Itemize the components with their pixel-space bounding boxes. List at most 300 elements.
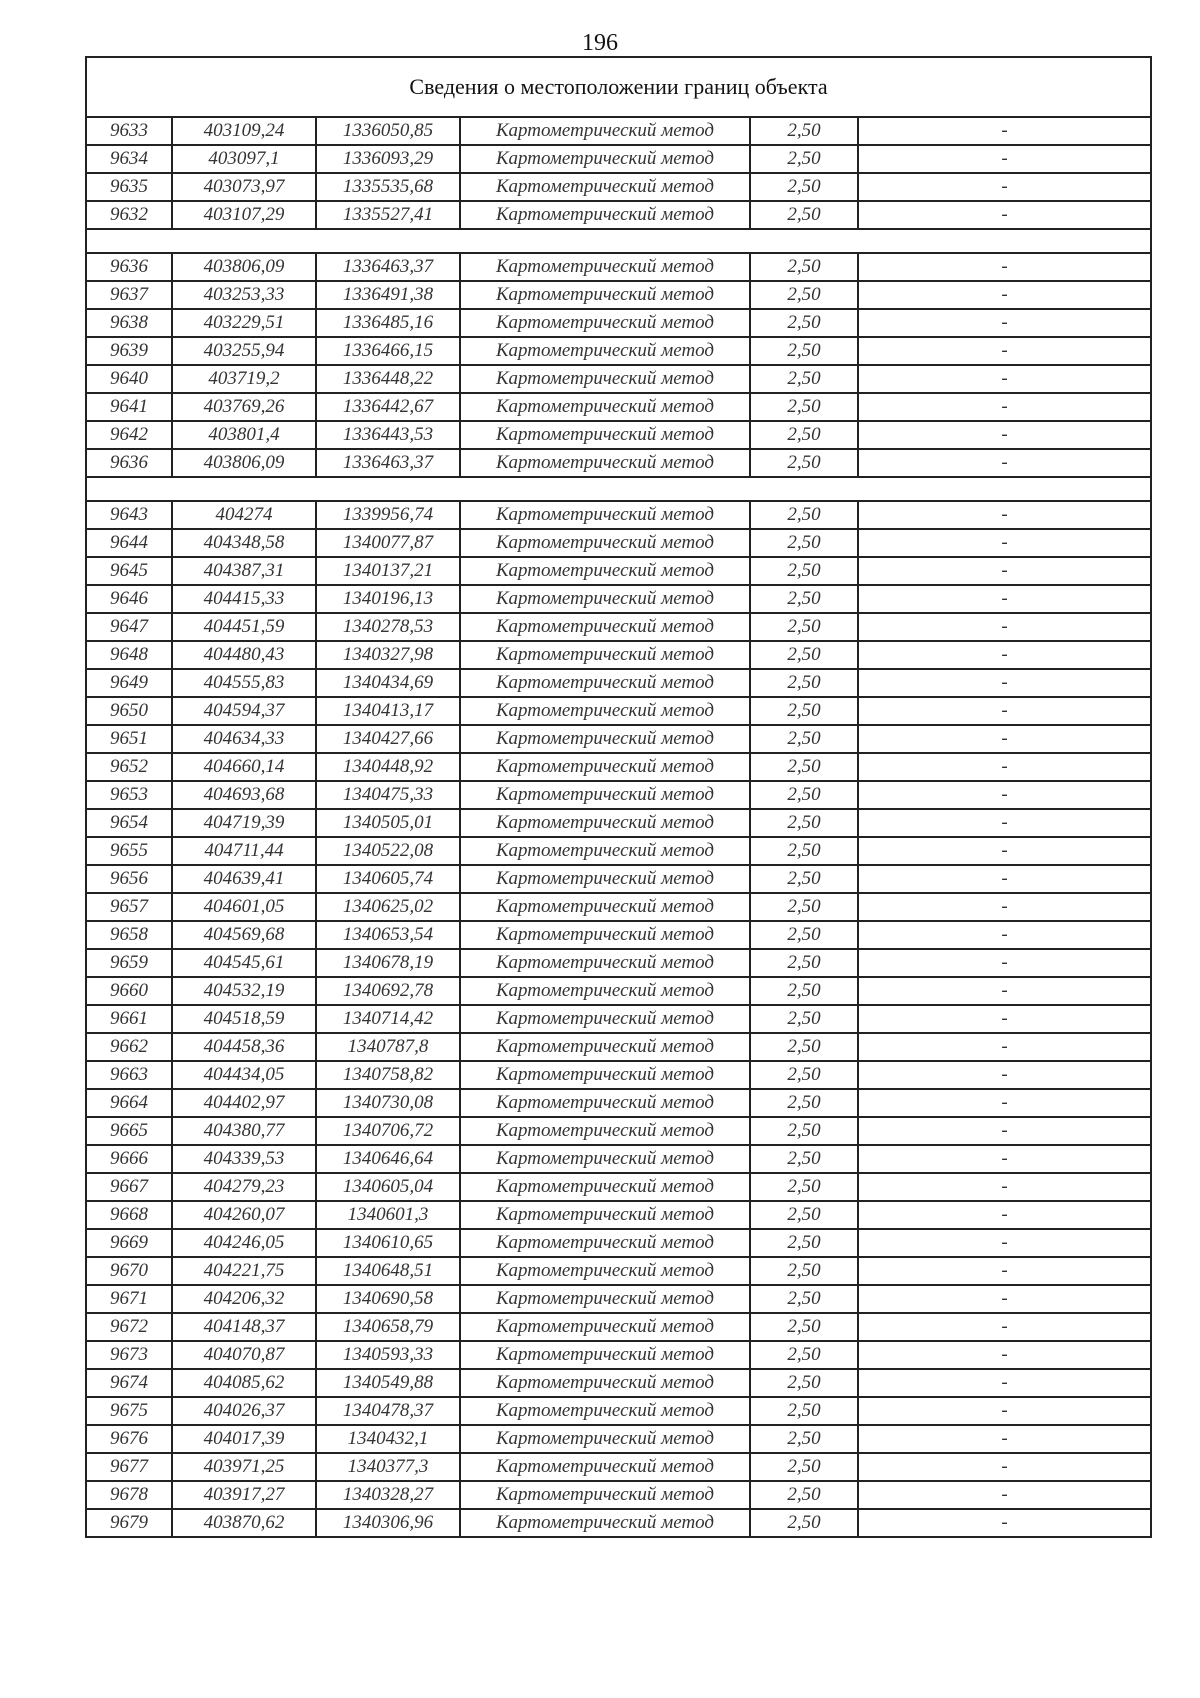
table-row [86,1033,1151,1061]
x-coordinate-cell: 404555,83 [172,669,316,697]
point-number-cell: 9636 [86,449,172,477]
description-cell: - [858,893,1151,921]
method-cell: Картометрический метод [460,753,750,781]
accuracy-cell: 2,50 [750,1509,858,1537]
description-cell: - [858,1173,1151,1201]
table-row [86,949,1151,977]
description-cell: - [858,253,1151,281]
table-row [86,117,1151,145]
point-number-cell: 9658 [86,921,172,949]
accuracy-cell: 2,50 [750,253,858,281]
point-number-cell: 9633 [86,117,172,145]
point-number-cell: 9672 [86,1313,172,1341]
method-cell: Картометрический метод [460,1173,750,1201]
accuracy-cell: 2,50 [750,1089,858,1117]
x-coordinate-cell: 404594,37 [172,697,316,725]
accuracy-cell: 2,50 [750,1313,858,1341]
x-coordinate-cell: 403229,51 [172,309,316,337]
method-cell: Картометрический метод [460,1509,750,1537]
group-separator-row [86,229,1151,253]
table-body [86,117,1151,1537]
table-row [86,1285,1151,1313]
description-cell: - [858,421,1151,449]
point-number-cell: 9677 [86,1453,172,1481]
y-coordinate-cell: 1340605,04 [316,1173,460,1201]
x-coordinate-cell: 404260,07 [172,1201,316,1229]
y-coordinate-cell: 1340692,78 [316,977,460,1005]
x-coordinate-cell: 404387,31 [172,557,316,585]
x-coordinate-cell: 403253,33 [172,281,316,309]
accuracy-cell: 2,50 [750,837,858,865]
y-coordinate-cell: 1340427,66 [316,725,460,753]
table-row [86,145,1151,173]
accuracy-cell: 2,50 [750,421,858,449]
description-cell: - [858,1453,1151,1481]
description-cell: - [858,753,1151,781]
y-coordinate-cell: 1336442,67 [316,393,460,421]
table-row [86,1005,1151,1033]
table-row [86,201,1151,229]
method-cell: Картометрический метод [460,1481,750,1509]
description-cell: - [858,1033,1151,1061]
point-number-cell: 9669 [86,1229,172,1257]
table-row [86,421,1151,449]
x-coordinate-cell: 404518,59 [172,1005,316,1033]
y-coordinate-cell: 1336050,85 [316,117,460,145]
y-coordinate-cell: 1340593,33 [316,1341,460,1369]
y-coordinate-cell: 1340625,02 [316,893,460,921]
method-cell: Картометрический метод [460,585,750,613]
table-row [86,977,1151,1005]
description-cell: - [858,281,1151,309]
accuracy-cell: 2,50 [750,173,858,201]
table-row [86,1397,1151,1425]
table-row [86,1341,1151,1369]
method-cell: Картометрический метод [460,421,750,449]
point-number-cell: 9636 [86,253,172,281]
table-row [86,1229,1151,1257]
method-cell: Картометрический метод [460,281,750,309]
accuracy-cell: 2,50 [750,309,858,337]
y-coordinate-cell: 1340328,27 [316,1481,460,1509]
x-coordinate-cell: 403719,2 [172,365,316,393]
x-coordinate-cell: 404415,33 [172,585,316,613]
point-number-cell: 9651 [86,725,172,753]
y-coordinate-cell: 1340787,8 [316,1033,460,1061]
point-number-cell: 9643 [86,501,172,529]
accuracy-cell: 2,50 [750,145,858,173]
x-coordinate-cell: 403107,29 [172,201,316,229]
table-row [86,585,1151,613]
table-row [86,1201,1151,1229]
point-number-cell: 9635 [86,173,172,201]
accuracy-cell: 2,50 [750,977,858,1005]
point-number-cell: 9652 [86,753,172,781]
description-cell: - [858,337,1151,365]
description-cell: - [858,1369,1151,1397]
accuracy-cell: 2,50 [750,1033,858,1061]
table-row [86,529,1151,557]
x-coordinate-cell: 404532,19 [172,977,316,1005]
description-cell: - [858,173,1151,201]
x-coordinate-cell: 404017,39 [172,1425,316,1453]
y-coordinate-cell: 1336448,22 [316,365,460,393]
y-coordinate-cell: 1340648,51 [316,1257,460,1285]
table-row [86,1117,1151,1145]
point-number-cell: 9674 [86,1369,172,1397]
accuracy-cell: 2,50 [750,697,858,725]
description-cell: - [858,977,1151,1005]
group-separator-cell [86,229,1151,253]
method-cell: Картометрический метод [460,529,750,557]
point-number-cell: 9649 [86,669,172,697]
method-cell: Картометрический метод [460,641,750,669]
method-cell: Картометрический метод [460,309,750,337]
y-coordinate-cell: 1336463,37 [316,449,460,477]
y-coordinate-cell: 1340730,08 [316,1089,460,1117]
description-cell: - [858,145,1151,173]
description-cell: - [858,1005,1151,1033]
accuracy-cell: 2,50 [750,641,858,669]
x-coordinate-cell: 404693,68 [172,781,316,809]
description-cell: - [858,117,1151,145]
point-number-cell: 9676 [86,1425,172,1453]
description-cell: - [858,725,1151,753]
y-coordinate-cell: 1340377,3 [316,1453,460,1481]
y-coordinate-cell: 1340605,74 [316,865,460,893]
description-cell: - [858,1145,1151,1173]
y-coordinate-cell: 1336443,53 [316,421,460,449]
method-cell: Картометрический метод [460,1425,750,1453]
accuracy-cell: 2,50 [750,1397,858,1425]
table-row [86,1145,1151,1173]
y-coordinate-cell: 1336466,15 [316,337,460,365]
x-coordinate-cell: 403801,4 [172,421,316,449]
y-coordinate-cell: 1340434,69 [316,669,460,697]
accuracy-cell: 2,50 [750,1425,858,1453]
table-row [86,725,1151,753]
accuracy-cell: 2,50 [750,781,858,809]
accuracy-cell: 2,50 [750,1453,858,1481]
description-cell: - [858,501,1151,529]
point-number-cell: 9644 [86,529,172,557]
table-row [86,281,1151,309]
point-number-cell: 9641 [86,393,172,421]
boundary-table [85,56,1152,1538]
accuracy-cell: 2,50 [750,1257,858,1285]
table-row [86,1481,1151,1509]
accuracy-cell: 2,50 [750,529,858,557]
y-coordinate-cell: 1340478,37 [316,1397,460,1425]
point-number-cell: 9660 [86,977,172,1005]
accuracy-cell: 2,50 [750,393,858,421]
y-coordinate-cell: 1340690,58 [316,1285,460,1313]
method-cell: Картометрический метод [460,837,750,865]
accuracy-cell: 2,50 [750,669,858,697]
method-cell: Картометрический метод [460,1089,750,1117]
y-coordinate-cell: 1340505,01 [316,809,460,837]
y-coordinate-cell: 1336491,38 [316,281,460,309]
point-number-cell: 9679 [86,1509,172,1537]
x-coordinate-cell: 404246,05 [172,1229,316,1257]
point-number-cell: 9665 [86,1117,172,1145]
point-number-cell: 9664 [86,1089,172,1117]
description-cell: - [858,1229,1151,1257]
point-number-cell: 9647 [86,613,172,641]
description-cell: - [858,1285,1151,1313]
point-number-cell: 9637 [86,281,172,309]
y-coordinate-cell: 1340706,72 [316,1117,460,1145]
y-coordinate-cell: 1340077,87 [316,529,460,557]
x-coordinate-cell: 404339,53 [172,1145,316,1173]
method-cell: Картометрический метод [460,1201,750,1229]
point-number-cell: 9642 [86,421,172,449]
table-row [86,697,1151,725]
point-number-cell: 9640 [86,365,172,393]
description-cell: - [858,837,1151,865]
point-number-cell: 9632 [86,201,172,229]
point-number-cell: 9639 [86,337,172,365]
table-row [86,865,1151,893]
point-number-cell: 9673 [86,1341,172,1369]
y-coordinate-cell: 1340714,42 [316,1005,460,1033]
point-number-cell: 9646 [86,585,172,613]
method-cell: Картометрический метод [460,1005,750,1033]
method-cell: Картометрический метод [460,809,750,837]
accuracy-cell: 2,50 [750,1173,858,1201]
description-cell: - [858,865,1151,893]
accuracy-cell: 2,50 [750,1285,858,1313]
method-cell: Картометрический метод [460,1369,750,1397]
method-cell: Картометрический метод [460,613,750,641]
table-row [86,809,1151,837]
x-coordinate-cell: 404569,68 [172,921,316,949]
accuracy-cell: 2,50 [750,557,858,585]
table-row [86,337,1151,365]
point-number-cell: 9661 [86,1005,172,1033]
method-cell: Картометрический метод [460,669,750,697]
y-coordinate-cell: 1340601,3 [316,1201,460,1229]
y-coordinate-cell: 1340448,92 [316,753,460,781]
method-cell: Картометрический метод [460,781,750,809]
method-cell: Картометрический метод [460,393,750,421]
accuracy-cell: 2,50 [750,949,858,977]
description-cell: - [858,1481,1151,1509]
x-coordinate-cell: 404026,37 [172,1397,316,1425]
point-number-cell: 9671 [86,1285,172,1313]
y-coordinate-cell: 1339956,74 [316,501,460,529]
x-coordinate-cell: 404545,61 [172,949,316,977]
x-coordinate-cell: 403109,24 [172,117,316,145]
description-cell: - [858,641,1151,669]
group-separator-row [86,477,1151,501]
x-coordinate-cell: 404639,41 [172,865,316,893]
method-cell: Картометрический метод [460,501,750,529]
description-cell: - [858,809,1151,837]
x-coordinate-cell: 404458,36 [172,1033,316,1061]
accuracy-cell: 2,50 [750,921,858,949]
description-cell: - [858,365,1151,393]
y-coordinate-cell: 1340646,64 [316,1145,460,1173]
table-row [86,253,1151,281]
accuracy-cell: 2,50 [750,1145,858,1173]
description-cell: - [858,1061,1151,1089]
y-coordinate-cell: 1340758,82 [316,1061,460,1089]
accuracy-cell: 2,50 [750,1005,858,1033]
accuracy-cell: 2,50 [750,117,858,145]
point-number-cell: 9670 [86,1257,172,1285]
description-cell: - [858,1257,1151,1285]
method-cell: Картометрический метод [460,1257,750,1285]
table-row [86,641,1151,669]
y-coordinate-cell: 1340413,17 [316,697,460,725]
y-coordinate-cell: 1340432,1 [316,1425,460,1453]
table-row [86,921,1151,949]
accuracy-cell: 2,50 [750,809,858,837]
accuracy-cell: 2,50 [750,201,858,229]
method-cell: Картометрический метод [460,1061,750,1089]
method-cell: Картометрический метод [460,921,750,949]
table-row [86,501,1151,529]
x-coordinate-cell: 403971,25 [172,1453,316,1481]
description-cell: - [858,529,1151,557]
description-cell: - [858,585,1151,613]
method-cell: Картометрический метод [460,557,750,585]
table-row [86,1369,1151,1397]
method-cell: Картометрический метод [460,1229,750,1257]
point-number-cell: 9634 [86,145,172,173]
accuracy-cell: 2,50 [750,893,858,921]
y-coordinate-cell: 1336485,16 [316,309,460,337]
method-cell: Картометрический метод [460,949,750,977]
table-row [86,613,1151,641]
table-row [86,365,1151,393]
method-cell: Картометрический метод [460,1117,750,1145]
description-cell: - [858,1341,1151,1369]
method-cell: Картометрический метод [460,145,750,173]
accuracy-cell: 2,50 [750,753,858,781]
x-coordinate-cell: 404719,39 [172,809,316,837]
method-cell: Картометрический метод [460,865,750,893]
accuracy-cell: 2,50 [750,501,858,529]
method-cell: Картометрический метод [460,201,750,229]
accuracy-cell: 2,50 [750,449,858,477]
description-cell: - [858,393,1151,421]
x-coordinate-cell: 404206,32 [172,1285,316,1313]
description-cell: - [858,1509,1151,1537]
table-row [86,1313,1151,1341]
y-coordinate-cell: 1335527,41 [316,201,460,229]
accuracy-cell: 2,50 [750,281,858,309]
accuracy-cell: 2,50 [750,1341,858,1369]
x-coordinate-cell: 403073,97 [172,173,316,201]
y-coordinate-cell: 1336463,37 [316,253,460,281]
method-cell: Картометрический метод [460,337,750,365]
x-coordinate-cell: 404601,05 [172,893,316,921]
page-number: 196 [582,30,618,56]
point-number-cell: 9656 [86,865,172,893]
method-cell: Картометрический метод [460,1341,750,1369]
table-row [86,893,1151,921]
x-coordinate-cell: 403870,62 [172,1509,316,1537]
point-number-cell: 9654 [86,809,172,837]
description-cell: - [858,557,1151,585]
x-coordinate-cell: 403255,94 [172,337,316,365]
table-row [86,1509,1151,1537]
accuracy-cell: 2,50 [750,1229,858,1257]
point-number-cell: 9663 [86,1061,172,1089]
description-cell: - [858,669,1151,697]
y-coordinate-cell: 1340306,96 [316,1509,460,1537]
point-number-cell: 9638 [86,309,172,337]
table-title: Сведения о местоположении границ объекта [86,57,1151,117]
point-number-cell: 9675 [86,1397,172,1425]
x-coordinate-cell: 404480,43 [172,641,316,669]
accuracy-cell: 2,50 [750,1481,858,1509]
description-cell: - [858,449,1151,477]
x-coordinate-cell: 404070,87 [172,1341,316,1369]
table-row [86,1061,1151,1089]
point-number-cell: 9645 [86,557,172,585]
method-cell: Картометрический метод [460,449,750,477]
accuracy-cell: 2,50 [750,1369,858,1397]
y-coordinate-cell: 1340196,13 [316,585,460,613]
y-coordinate-cell: 1335535,68 [316,173,460,201]
x-coordinate-cell: 404279,23 [172,1173,316,1201]
y-coordinate-cell: 1340327,98 [316,641,460,669]
method-cell: Картометрический метод [460,725,750,753]
point-number-cell: 9659 [86,949,172,977]
description-cell: - [858,613,1151,641]
method-cell: Картометрический метод [460,253,750,281]
table-row [86,1453,1151,1481]
y-coordinate-cell: 1340678,19 [316,949,460,977]
table-row [86,173,1151,201]
method-cell: Картометрический метод [460,893,750,921]
y-coordinate-cell: 1340549,88 [316,1369,460,1397]
method-cell: Картометрический метод [460,117,750,145]
x-coordinate-cell: 404085,62 [172,1369,316,1397]
method-cell: Картометрический метод [460,1313,750,1341]
table-row [86,753,1151,781]
point-number-cell: 9655 [86,837,172,865]
table-row [86,1089,1151,1117]
x-coordinate-cell: 403806,09 [172,253,316,281]
x-coordinate-cell: 404660,14 [172,753,316,781]
accuracy-cell: 2,50 [750,1061,858,1089]
y-coordinate-cell: 1340522,08 [316,837,460,865]
point-number-cell: 9668 [86,1201,172,1229]
table-row [86,669,1151,697]
x-coordinate-cell: 404711,44 [172,837,316,865]
y-coordinate-cell: 1340278,53 [316,613,460,641]
x-coordinate-cell: 404274 [172,501,316,529]
x-coordinate-cell: 404221,75 [172,1257,316,1285]
description-cell: - [858,1089,1151,1117]
accuracy-cell: 2,50 [750,365,858,393]
table-row [86,449,1151,477]
y-coordinate-cell: 1340137,21 [316,557,460,585]
table-row [86,781,1151,809]
x-coordinate-cell: 403097,1 [172,145,316,173]
table-row [86,1257,1151,1285]
description-cell: - [858,1117,1151,1145]
description-cell: - [858,309,1151,337]
method-cell: Картометрический метод [460,1397,750,1425]
method-cell: Картометрический метод [460,173,750,201]
x-coordinate-cell: 404451,59 [172,613,316,641]
point-number-cell: 9662 [86,1033,172,1061]
